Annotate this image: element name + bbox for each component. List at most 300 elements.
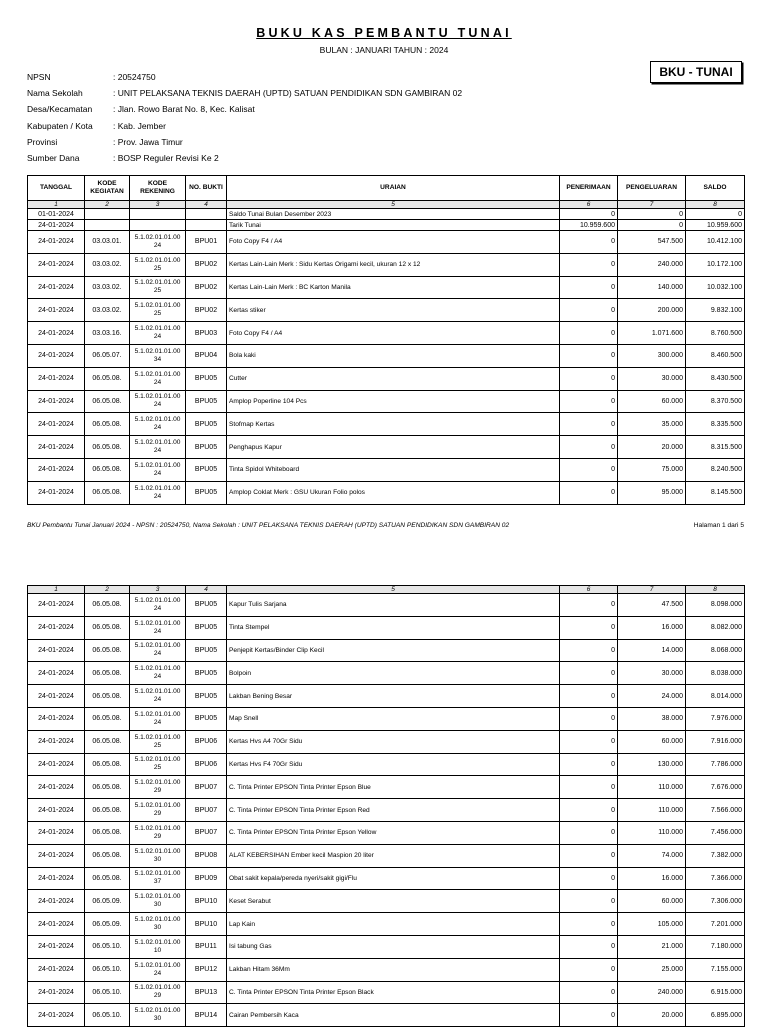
cell-uraian: Lakban Hitam 36Mm xyxy=(227,958,560,981)
column-header: TANGGAL xyxy=(28,176,85,201)
cell-tanggal: 24-01-2024 xyxy=(28,231,85,254)
column-number: 8 xyxy=(686,201,745,209)
cell-uraian: Foto Copy F4 / A4 xyxy=(227,322,560,345)
cell-penerimaan: 0 xyxy=(560,935,618,958)
table-row xyxy=(28,821,745,844)
info-value: : UNIT PELAKSANA TEKNIS DAERAH (UPTD) SATUAN PENDIDIKAN SDN GAMBIRAN 02 xyxy=(113,88,463,99)
page-number: Halaman 1 dari 5 xyxy=(693,522,744,529)
cell-penerimaan: 0 xyxy=(560,890,618,913)
cell-uraian: Kertas Hvs A4 70Gr Sidu xyxy=(227,730,560,753)
cell-pengeluaran: 24.000 xyxy=(618,685,686,708)
cell-kode-rekening: 5.1.02.01.01.00 30 xyxy=(130,844,186,867)
cell-no-bukti: BPU07 xyxy=(186,821,227,844)
cell-kode-kegiatan: 06.05.08. xyxy=(85,821,130,844)
cell-tanggal: 24-01-2024 xyxy=(28,253,85,276)
cell-kode-kegiatan: 06.05.08. xyxy=(85,730,130,753)
cell-pengeluaran: 140.000 xyxy=(618,276,686,299)
cell-no-bukti: BPU04 xyxy=(186,344,227,367)
bku-table-page-1 xyxy=(27,175,745,505)
table-row xyxy=(28,413,745,436)
table-header-row xyxy=(28,176,745,201)
cell-penerimaan: 0 xyxy=(560,730,618,753)
cell-kode-kegiatan: 03.03.01. xyxy=(85,231,130,254)
cell-kode-kegiatan xyxy=(85,220,130,231)
cell-kode-kegiatan: 06.05.10. xyxy=(85,1004,130,1027)
cell-kode-rekening: 5.1.02.01.01.00 24 xyxy=(130,685,186,708)
cell-uraian: C. Tinta Printer EPSON Tinta Printer Epson Blue xyxy=(227,776,560,799)
column-header: PENGELUARAN xyxy=(618,176,686,201)
cell-uraian: Keset Serabut xyxy=(227,890,560,913)
cell-uraian: Kertas Hvs F4 70Gr Sidu xyxy=(227,753,560,776)
cell-uraian: Saldo Tunai Bulan Desember 2023 xyxy=(227,209,560,220)
cell-penerimaan: 0 xyxy=(560,844,618,867)
table-row xyxy=(28,799,745,822)
cell-penerimaan: 0 xyxy=(560,1004,618,1027)
cell-saldo: 0 xyxy=(686,209,745,220)
cell-pengeluaran: 60.000 xyxy=(618,730,686,753)
cell-tanggal: 24-01-2024 xyxy=(28,753,85,776)
cell-kode-kegiatan: 06.05.08. xyxy=(85,413,130,436)
cell-uraian: Foto Copy F4 / A4 xyxy=(227,231,560,254)
cell-no-bukti: BPU03 xyxy=(186,322,227,345)
cell-uraian: Kertas Lain-Lain Merk : BC Karton Manila xyxy=(227,276,560,299)
cell-saldo: 8.315.500 xyxy=(686,436,745,459)
cell-saldo: 7.916.000 xyxy=(686,730,745,753)
cell-pengeluaran: 200.000 xyxy=(618,299,686,322)
table-row xyxy=(28,890,745,913)
cell-no-bukti: BPU14 xyxy=(186,1004,227,1027)
cell-penerimaan: 0 xyxy=(560,913,618,936)
info-row-nama-sekolah xyxy=(27,85,462,101)
cell-kode-rekening xyxy=(130,220,186,231)
column-number: 2 xyxy=(85,586,130,594)
cell-penerimaan: 0 xyxy=(560,662,618,685)
cell-saldo: 7.180.000 xyxy=(686,935,745,958)
column-header: SALDO xyxy=(686,176,745,201)
cell-penerimaan: 0 xyxy=(560,594,618,617)
cell-saldo: 7.976.000 xyxy=(686,707,745,730)
info-row-npsn xyxy=(27,69,462,85)
table-row xyxy=(28,390,745,413)
cell-saldo: 6.895.000 xyxy=(686,1004,745,1027)
cell-kode-kegiatan xyxy=(85,209,130,220)
cell-no-bukti: BPU05 xyxy=(186,616,227,639)
cell-pengeluaran: 95.000 xyxy=(618,481,686,504)
cell-kode-rekening: 5.1.02.01.01.00 24 xyxy=(130,390,186,413)
cell-penerimaan: 0 xyxy=(560,276,618,299)
bku-table-page-2 xyxy=(27,585,745,1027)
cell-kode-kegiatan: 03.03.02. xyxy=(85,253,130,276)
document-title: BUKU KAS PEMBANTU TUNAI xyxy=(256,26,512,40)
cell-tanggal: 24-01-2024 xyxy=(28,639,85,662)
column-number: 6 xyxy=(560,201,618,209)
cell-kode-kegiatan: 06.05.08. xyxy=(85,844,130,867)
cell-penerimaan: 0 xyxy=(560,821,618,844)
cell-pengeluaran: 547.500 xyxy=(618,231,686,254)
cell-penerimaan: 0 xyxy=(560,413,618,436)
column-header: URAIAN xyxy=(227,176,560,201)
column-header: NO. BUKTI xyxy=(186,176,227,201)
table-row xyxy=(28,253,745,276)
cell-kode-kegiatan: 06.05.08. xyxy=(85,639,130,662)
column-number: 6 xyxy=(560,586,618,594)
cell-kode-kegiatan: 06.05.08. xyxy=(85,436,130,459)
column-number: 5 xyxy=(227,586,560,594)
column-number: 1 xyxy=(28,201,85,209)
info-label: Kabupaten / Kota xyxy=(27,120,93,131)
cell-uraian: Penghapus Kapur xyxy=(227,436,560,459)
table-row xyxy=(28,685,745,708)
cell-kode-kegiatan: 03.03.02. xyxy=(85,276,130,299)
cell-no-bukti: BPU05 xyxy=(186,707,227,730)
cell-kode-kegiatan: 03.03.02. xyxy=(85,299,130,322)
cell-uraian: Kapur Tulis Sarjana xyxy=(227,594,560,617)
cell-kode-kegiatan: 06.05.08. xyxy=(85,776,130,799)
cell-pengeluaran: 240.000 xyxy=(618,253,686,276)
table-row xyxy=(28,436,745,459)
cell-uraian: Kertas stiker xyxy=(227,299,560,322)
table-row xyxy=(28,958,745,981)
cell-no-bukti: BPU05 xyxy=(186,458,227,481)
cell-pengeluaran: 110.000 xyxy=(618,821,686,844)
cell-saldo: 10.032.100 xyxy=(686,276,745,299)
cell-tanggal: 24-01-2024 xyxy=(28,322,85,345)
cell-kode-rekening: 5.1.02.01.01.00 29 xyxy=(130,981,186,1004)
cell-kode-rekening: 5.1.02.01.01.00 25 xyxy=(130,276,186,299)
cell-tanggal: 01-01-2024 xyxy=(28,209,85,220)
cell-pengeluaran: 25.000 xyxy=(618,958,686,981)
cell-pengeluaran: 130.000 xyxy=(618,753,686,776)
cell-penerimaan: 0 xyxy=(560,367,618,390)
table-row xyxy=(28,276,745,299)
cell-tanggal: 24-01-2024 xyxy=(28,844,85,867)
column-number: 3 xyxy=(130,586,186,594)
cell-kode-kegiatan: 03.03.16. xyxy=(85,322,130,345)
table-row xyxy=(28,935,745,958)
cell-uraian: Bolpoin xyxy=(227,662,560,685)
info-row-sumber-dana xyxy=(27,150,462,166)
cell-kode-rekening: 5.1.02.01.01.00 24 xyxy=(130,958,186,981)
cell-tanggal: 24-01-2024 xyxy=(28,707,85,730)
info-label: Nama Sekolah xyxy=(27,88,83,99)
cell-uraian: Lakban Bening Besar xyxy=(227,685,560,708)
cell-kode-kegiatan: 06.05.08. xyxy=(85,707,130,730)
cell-no-bukti: BPU08 xyxy=(186,844,227,867)
cell-saldo: 8.460.500 xyxy=(686,344,745,367)
cell-no-bukti: BPU06 xyxy=(186,730,227,753)
cell-no-bukti: BPU13 xyxy=(186,981,227,1004)
cell-pengeluaran: 21.000 xyxy=(618,935,686,958)
cell-penerimaan: 0 xyxy=(560,231,618,254)
column-header: KODE KEGIATAN xyxy=(85,176,130,201)
cell-pengeluaran: 74.000 xyxy=(618,844,686,867)
table-row xyxy=(28,913,745,936)
cell-tanggal: 24-01-2024 xyxy=(28,799,85,822)
column-number-row xyxy=(28,201,745,209)
cell-kode-rekening: 5.1.02.01.01.00 29 xyxy=(130,799,186,822)
cell-no-bukti: BPU05 xyxy=(186,481,227,504)
cell-kode-rekening: 5.1.02.01.01.00 25 xyxy=(130,299,186,322)
cell-penerimaan: 0 xyxy=(560,753,618,776)
cell-saldo: 9.832.100 xyxy=(686,299,745,322)
cell-uraian: ALAT KEBERSIHAN Ember kecil Maspion 20 liter xyxy=(227,844,560,867)
table-row xyxy=(28,981,745,1004)
cell-kode-kegiatan: 06.05.08. xyxy=(85,390,130,413)
info-row-provinsi xyxy=(27,134,462,150)
cell-kode-rekening: 5.1.02.01.01.00 37 xyxy=(130,867,186,890)
cell-no-bukti: BPU05 xyxy=(186,639,227,662)
cell-saldo: 7.786.000 xyxy=(686,753,745,776)
cell-kode-rekening: 5.1.02.01.01.00 24 xyxy=(130,639,186,662)
info-value: : Jlan. Rowo Barat No. 8, Kec. Kalisat xyxy=(113,104,255,115)
cell-tanggal: 24-01-2024 xyxy=(28,436,85,459)
cell-kode-kegiatan: 06.05.08. xyxy=(85,799,130,822)
column-number: 4 xyxy=(186,201,227,209)
cell-uraian: Kertas Lain-Lain Merk : Sidu Kertas Origami kecil, ukuran 12 x 12 xyxy=(227,253,560,276)
cell-uraian: Bola kaki xyxy=(227,344,560,367)
table-row xyxy=(28,209,745,220)
cell-kode-kegiatan: 06.05.08. xyxy=(85,867,130,890)
cell-saldo: 7.155.000 xyxy=(686,958,745,981)
cell-kode-kegiatan: 06.05.10. xyxy=(85,958,130,981)
cell-no-bukti: BPU05 xyxy=(186,413,227,436)
cell-saldo: 8.145.500 xyxy=(686,481,745,504)
table-row xyxy=(28,231,745,254)
cell-kode-rekening: 5.1.02.01.01.00 30 xyxy=(130,913,186,936)
table-row xyxy=(28,594,745,617)
document-subtitle: BULAN : JANUARI TAHUN : 2024 xyxy=(319,45,449,55)
cell-uraian: Stofmap Kertas xyxy=(227,413,560,436)
cell-saldo: 10.412.100 xyxy=(686,231,745,254)
cell-saldo: 8.240.500 xyxy=(686,458,745,481)
cell-no-bukti: BPU07 xyxy=(186,776,227,799)
cell-pengeluaran: 60.000 xyxy=(618,890,686,913)
cell-uraian: Obat sakit kepala/pereda nyeri/sakit gigi/Flu xyxy=(227,867,560,890)
cell-pengeluaran: 0 xyxy=(618,220,686,231)
cell-penerimaan: 0 xyxy=(560,390,618,413)
cell-no-bukti xyxy=(186,220,227,231)
cell-saldo: 8.370.500 xyxy=(686,390,745,413)
column-number: 5 xyxy=(227,201,560,209)
cell-tanggal: 24-01-2024 xyxy=(28,299,85,322)
cell-saldo: 6.915.000 xyxy=(686,981,745,1004)
cell-kode-rekening: 5.1.02.01.01.00 24 xyxy=(130,616,186,639)
cell-penerimaan: 0 xyxy=(560,253,618,276)
cell-no-bukti: BPU06 xyxy=(186,753,227,776)
school-info xyxy=(27,69,462,166)
cell-tanggal: 24-01-2024 xyxy=(28,958,85,981)
cell-pengeluaran: 16.000 xyxy=(618,616,686,639)
cell-tanggal: 24-01-2024 xyxy=(28,867,85,890)
cell-saldo: 8.068.000 xyxy=(686,639,745,662)
cell-uraian: Map Snell xyxy=(227,707,560,730)
cell-penerimaan: 0 xyxy=(560,616,618,639)
cell-pengeluaran: 75.000 xyxy=(618,458,686,481)
cell-uraian: Penjepit Kertas/Binder Clip Kecil xyxy=(227,639,560,662)
cell-uraian: C. Tinta Printer EPSON Tinta Printer Epson Yellow xyxy=(227,821,560,844)
cell-tanggal: 24-01-2024 xyxy=(28,390,85,413)
cell-penerimaan: 0 xyxy=(560,685,618,708)
table-row xyxy=(28,662,745,685)
cell-kode-rekening: 5.1.02.01.01.00 29 xyxy=(130,821,186,844)
cell-pengeluaran: 30.000 xyxy=(618,367,686,390)
info-row-kabupaten xyxy=(27,118,462,134)
cell-pengeluaran: 14.000 xyxy=(618,639,686,662)
cell-uraian: Tinta Spidol Whiteboard xyxy=(227,458,560,481)
cell-tanggal: 24-01-2024 xyxy=(28,730,85,753)
table-row xyxy=(28,1004,745,1027)
cell-kode-rekening: 5.1.02.01.01.00 24 xyxy=(130,367,186,390)
table-row xyxy=(28,481,745,504)
cell-kode-rekening: 5.1.02.01.01.00 24 xyxy=(130,594,186,617)
cell-kode-kegiatan: 06.05.10. xyxy=(85,935,130,958)
cell-pengeluaran: 35.000 xyxy=(618,413,686,436)
cell-kode-rekening: 5.1.02.01.01.00 24 xyxy=(130,413,186,436)
cell-tanggal: 24-01-2024 xyxy=(28,981,85,1004)
cell-kode-rekening: 5.1.02.01.01.00 24 xyxy=(130,481,186,504)
cell-saldo: 8.098.000 xyxy=(686,594,745,617)
cell-kode-rekening: 5.1.02.01.01.00 24 xyxy=(130,231,186,254)
cell-pengeluaran: 20.000 xyxy=(618,1004,686,1027)
cell-kode-rekening: 5.1.02.01.01.00 25 xyxy=(130,730,186,753)
cell-tanggal: 24-01-2024 xyxy=(28,344,85,367)
cell-kode-rekening: 5.1.02.01.01.00 34 xyxy=(130,344,186,367)
cell-penerimaan: 0 xyxy=(560,481,618,504)
cell-saldo: 7.201.000 xyxy=(686,913,745,936)
cell-tanggal: 24-01-2024 xyxy=(28,220,85,231)
cell-kode-kegiatan: 06.05.10. xyxy=(85,981,130,1004)
info-label: Provinsi xyxy=(27,136,58,147)
cell-penerimaan: 0 xyxy=(560,436,618,459)
cell-uraian: Amplop Coklat Merk : GSU Ukuran Folio polos xyxy=(227,481,560,504)
cell-saldo: 8.082.000 xyxy=(686,616,745,639)
table-row xyxy=(28,367,745,390)
cell-saldo: 8.014.000 xyxy=(686,685,745,708)
cell-saldo: 8.335.500 xyxy=(686,413,745,436)
table-row xyxy=(28,639,745,662)
table-row xyxy=(28,322,745,345)
cell-tanggal: 24-01-2024 xyxy=(28,481,85,504)
cell-kode-rekening: 5.1.02.01.01.00 29 xyxy=(130,776,186,799)
column-number: 7 xyxy=(618,586,686,594)
cell-no-bukti: BPU02 xyxy=(186,299,227,322)
table-row xyxy=(28,776,745,799)
cell-pengeluaran: 300.000 xyxy=(618,344,686,367)
cell-tanggal: 24-01-2024 xyxy=(28,776,85,799)
cell-no-bukti: BPU11 xyxy=(186,935,227,958)
info-value: : BOSP Reguler Revisi Ke 2 xyxy=(113,153,219,164)
cell-penerimaan: 10.959.600 xyxy=(560,220,618,231)
column-header: PENERIMAAN xyxy=(560,176,618,201)
table-row xyxy=(28,299,745,322)
column-number: 7 xyxy=(618,201,686,209)
cell-pengeluaran: 20.000 xyxy=(618,436,686,459)
cell-pengeluaran: 1.071.600 xyxy=(618,322,686,345)
cell-uraian: Lap Kain xyxy=(227,913,560,936)
cell-kode-rekening: 5.1.02.01.01.00 24 xyxy=(130,458,186,481)
cell-no-bukti: BPU02 xyxy=(186,276,227,299)
cell-no-bukti: BPU05 xyxy=(186,390,227,413)
table-row xyxy=(28,344,745,367)
cell-penerimaan: 0 xyxy=(560,344,618,367)
cell-no-bukti: BPU10 xyxy=(186,890,227,913)
column-number: 1 xyxy=(28,586,85,594)
cell-kode-rekening: 5.1.02.01.01.00 25 xyxy=(130,753,186,776)
cell-kode-kegiatan: 06.05.08. xyxy=(85,594,130,617)
cell-uraian: C. Tinta Printer EPSON Tinta Printer Epson Red xyxy=(227,799,560,822)
cell-tanggal: 24-01-2024 xyxy=(28,821,85,844)
cell-pengeluaran: 16.000 xyxy=(618,867,686,890)
cell-uraian: Tarik Tunai xyxy=(227,220,560,231)
cell-penerimaan: 0 xyxy=(560,776,618,799)
column-number: 2 xyxy=(85,201,130,209)
cell-penerimaan: 0 xyxy=(560,981,618,1004)
cell-no-bukti: BPU01 xyxy=(186,231,227,254)
cell-saldo: 8.760.500 xyxy=(686,322,745,345)
info-value: : Prov. Jawa Timur xyxy=(113,136,183,147)
cell-saldo: 8.038.000 xyxy=(686,662,745,685)
cell-penerimaan: 0 xyxy=(560,867,618,890)
cell-kode-rekening: 5.1.02.01.01.00 10 xyxy=(130,935,186,958)
cell-no-bukti: BPU09 xyxy=(186,867,227,890)
table-row xyxy=(28,458,745,481)
cell-uraian: Amplop Poperline 104 Pcs xyxy=(227,390,560,413)
cell-tanggal: 24-01-2024 xyxy=(28,367,85,390)
cell-kode-rekening: 5.1.02.01.01.00 24 xyxy=(130,707,186,730)
cell-saldo: 10.172.100 xyxy=(686,253,745,276)
cell-kode-kegiatan: 06.05.08. xyxy=(85,458,130,481)
info-row-desa xyxy=(27,101,462,117)
cell-no-bukti: BPU05 xyxy=(186,367,227,390)
cell-kode-rekening: 5.1.02.01.01.00 25 xyxy=(130,253,186,276)
table-row xyxy=(28,753,745,776)
cell-no-bukti: BPU05 xyxy=(186,662,227,685)
cell-pengeluaran: 110.000 xyxy=(618,799,686,822)
cell-uraian: Cutter xyxy=(227,367,560,390)
column-header: KODE REKENING xyxy=(130,176,186,201)
cell-no-bukti: BPU10 xyxy=(186,913,227,936)
cell-pengeluaran: 110.000 xyxy=(618,776,686,799)
cell-no-bukti: BPU07 xyxy=(186,799,227,822)
cell-saldo: 8.430.500 xyxy=(686,367,745,390)
cell-kode-rekening: 5.1.02.01.01.00 30 xyxy=(130,1004,186,1027)
cell-no-bukti: BPU02 xyxy=(186,253,227,276)
bku-tunai-badge: BKU - TUNAI xyxy=(650,61,742,83)
table-row xyxy=(28,844,745,867)
cell-tanggal: 24-01-2024 xyxy=(28,413,85,436)
info-value: : Kab. Jember xyxy=(113,120,166,131)
column-number: 8 xyxy=(686,586,745,594)
cell-no-bukti xyxy=(186,209,227,220)
cell-uraian: C. Tinta Printer EPSON Tinta Printer Epson Black xyxy=(227,981,560,1004)
page-footer xyxy=(27,522,744,529)
cell-kode-kegiatan: 06.05.08. xyxy=(85,685,130,708)
column-number: 4 xyxy=(186,586,227,594)
cell-kode-kegiatan: 06.05.08. xyxy=(85,367,130,390)
cell-no-bukti: BPU05 xyxy=(186,685,227,708)
footer-text: BKU Pembantu Tunai Januari 2024 - NPSN : 20524750, Nama Sekolah : UNIT PELAKSANA TEKNIS DAERAH (UPTD) SATUAN PENDIDIKAN SDN GAMBIRAN 02 xyxy=(27,522,510,529)
cell-no-bukti: BPU12 xyxy=(186,958,227,981)
cell-tanggal: 24-01-2024 xyxy=(28,1004,85,1027)
cell-pengeluaran: 47.500 xyxy=(618,594,686,617)
cell-no-bukti: BPU05 xyxy=(186,594,227,617)
cell-no-bukti: BPU05 xyxy=(186,436,227,459)
cell-kode-kegiatan: 06.05.09. xyxy=(85,913,130,936)
cell-tanggal: 24-01-2024 xyxy=(28,276,85,299)
cell-kode-rekening: 5.1.02.01.01.00 30 xyxy=(130,890,186,913)
cell-pengeluaran: 60.000 xyxy=(618,390,686,413)
cell-saldo: 7.382.000 xyxy=(686,844,745,867)
